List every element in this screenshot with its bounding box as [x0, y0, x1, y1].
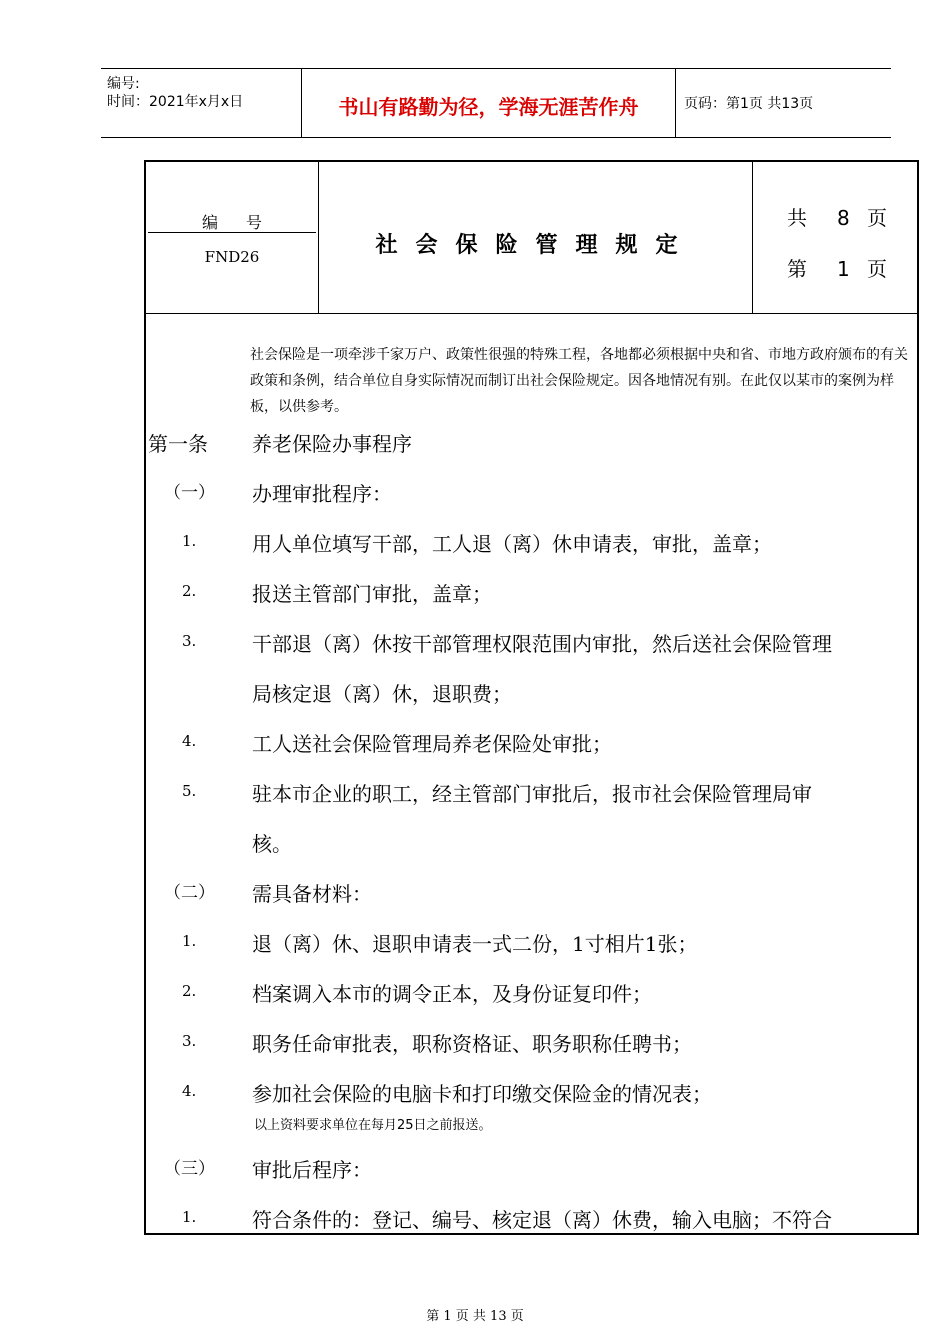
current-unit: 页: [867, 257, 887, 281]
section2-label: （二）: [164, 883, 215, 903]
section1-title: 办理审批程序：: [252, 482, 392, 506]
list-number: 2.: [182, 982, 197, 1000]
total-unit: 页: [867, 206, 887, 230]
section3-title: 审批后程序：: [252, 1158, 372, 1182]
list-item: 干部退（离）休按干部管理权限范围内审批，然后送社会保险管理: [252, 632, 832, 656]
list-item-continued: 核。: [252, 832, 292, 856]
list-item: 驻本市企业的职工，经主管部门审批后，报市社会保险管理局审: [252, 782, 812, 806]
list-number: 4.: [182, 1082, 197, 1100]
total-label: 共: [787, 206, 807, 230]
pages-cell: [753, 162, 919, 313]
time-label: 时间：2021年x月x日: [107, 94, 244, 110]
number-cell: [146, 162, 319, 313]
page-footer: 第 1 页 共 13 页: [426, 1309, 524, 1324]
title-cell: [319, 162, 753, 313]
document-title: 社会保险管理规定: [375, 233, 696, 258]
page-info: 页码：第1页 共13页: [684, 96, 814, 112]
list-number: 3.: [182, 632, 197, 650]
document-frame: [144, 160, 919, 1235]
code-label: 编号:: [107, 76, 140, 92]
section2-title: 需具备材料：: [252, 882, 372, 906]
list-item: 用人单位填写干部，工人退（离）休申请表，审批，盖章；: [252, 532, 772, 556]
title-block: [146, 162, 917, 314]
current-label: 第: [787, 257, 807, 281]
list-number: 4.: [182, 732, 197, 750]
list-number: 1.: [182, 932, 197, 950]
list-item: 报送主管部门审批，盖章；: [252, 582, 492, 606]
list-item: 参加社会保险的电脑卡和打印缴交保险金的情况表；: [252, 1082, 712, 1106]
intro-paragraph: 社会保险是一项牵涉千家万户、政策性很强的特殊工程，各地都必须根据中央和省、市地方政府颁布的有关政策和条例，结合单位自身实际情况而制订出社会保险规定。因各地情况有别。在此仅以某市的案例为样板，以供参考。: [250, 347, 908, 415]
current-page: [787, 253, 887, 282]
number-label: 编号: [202, 213, 291, 232]
list-number: 5.: [182, 782, 197, 800]
divider: [148, 232, 316, 233]
list-number: 2.: [182, 582, 197, 600]
list-item: 符合条件的：登记、编号、核定退（离）休费，输入电脑；不符合: [252, 1208, 832, 1232]
list-number: 1.: [182, 1208, 197, 1226]
list-number: 3.: [182, 1032, 197, 1050]
motto: 书山有路勤为径，学海无涯苦作舟: [338, 95, 639, 119]
total-value: 8: [837, 206, 850, 230]
section1-label: （一）: [164, 483, 215, 503]
submission-note: 以上资料要求单位在每月25日之前报送。: [254, 1118, 492, 1133]
list-item: 档案调入本市的调令正本，及身份证复印件；: [252, 982, 652, 1006]
header-page-cell: [676, 69, 891, 137]
list-item: 工人送社会保险管理局养老保险处审批；: [252, 732, 612, 756]
current-value: 1: [837, 257, 850, 281]
list-item-continued: 局核定退（离）休，退职费；: [252, 682, 512, 706]
list-number: 1.: [182, 532, 197, 550]
article-title: 养老保险办事程序: [252, 432, 412, 456]
list-item: 退（离）休、退职申请表一式二份，1寸相片1张；: [252, 932, 698, 956]
list-item: 职务任命审批表，职称资格证、职务职称任聘书；: [252, 1032, 692, 1056]
page-header: [101, 68, 891, 138]
total-pages: [787, 202, 887, 231]
article-label: 第一条: [148, 432, 208, 456]
header-meta: [101, 69, 302, 137]
header-motto-cell: [302, 69, 676, 137]
number-value: FND26: [204, 248, 260, 266]
section3-label: （三）: [164, 1159, 215, 1179]
